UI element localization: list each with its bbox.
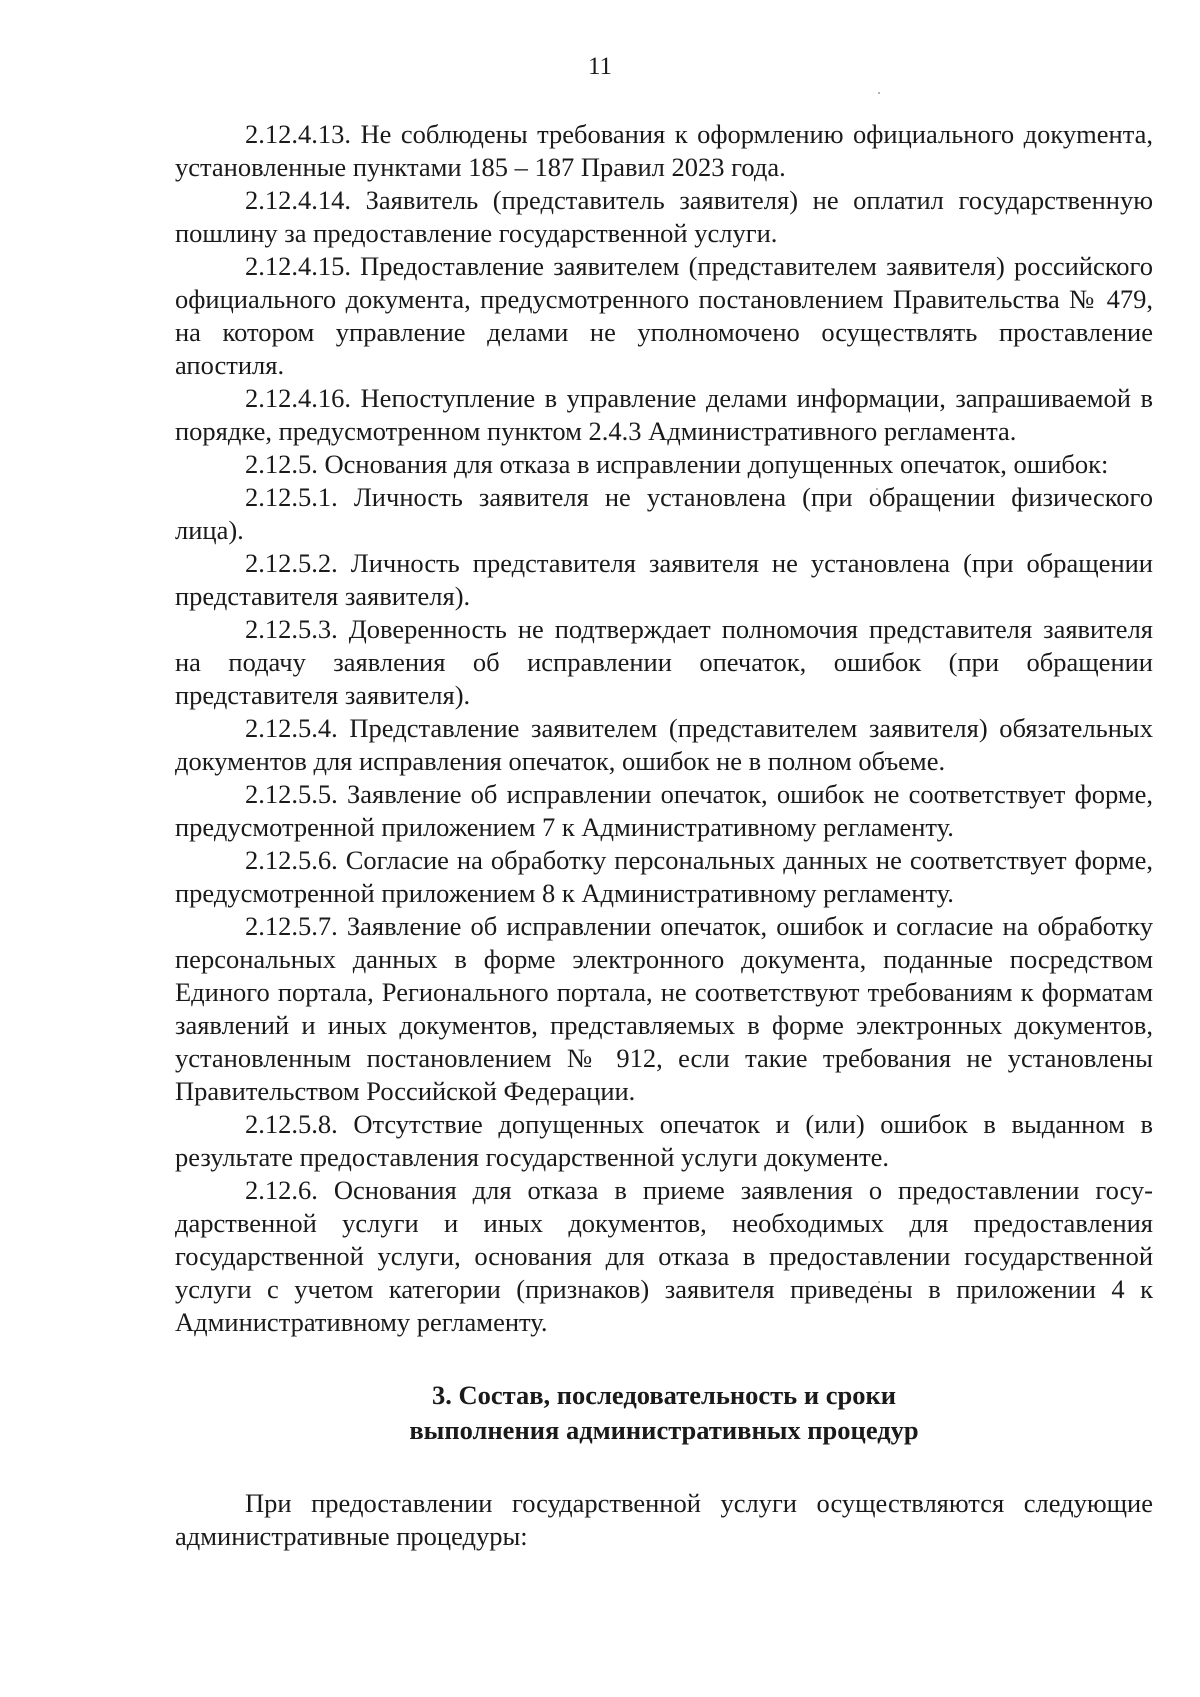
- paragraph-2-12-4-13: 2.12.4.13. Не соблюдены требования к оформлению официального докуmента, установленные пунктами 185 – 187 Правил 2023 года.: [175, 119, 1153, 182]
- section-heading-line-1: 3. Состав, последовательность и сроки: [431, 1380, 896, 1410]
- section-heading-line-2: выполнения административных процедур: [409, 1415, 919, 1445]
- document-body: [175, 118, 1153, 1553]
- paragraph-2-12-5-1: 2.12.5.1. Личность заявителя не установлена (при обращении физического лица).: [175, 482, 1153, 545]
- section-heading: [175, 1378, 1153, 1448]
- page-number: 11: [587, 53, 613, 80]
- paragraph-2-12-5-4: 2.12.5.4. Представление заявителем (представителем заявителя) обязательных документов для исправления опечаток, ошибок не в полном объеме.: [175, 713, 1153, 776]
- paragraph-2-12-4-14: 2.12.4.14. Заявитель (представитель заявителя) не оплатил государственную пошлину за предоставление государственной услуги.: [175, 185, 1153, 248]
- paragraph-2-12-5-2: 2.12.5.2. Личность представителя заявителя не установлена (при обращении представителя заявителя).: [175, 548, 1153, 611]
- paragraph-2-12-5-6: 2.12.5.6. Согласие на обработку персональных данных не соответствует форме, предусмотренной приложением 8 к Административному регламенту.: [175, 845, 1153, 908]
- paragraph-2-12-5-7: 2.12.5.7. Заявление об исправлении опечаток, ошибок и согласие на обработку персональных данных в форме электронного документа, поданные посредством Единого портала, Регионального портала, не соответствуют требованиям к форматам заявлений и иных документов, представляемых в форме электронных документов, установленным постановлением № 912, если такие требования не установлены Правительством Российской Федерации.: [175, 911, 1153, 1106]
- paragraph-2-12-5-3: 2.12.5.3. Доверенность не подтверждает полномочия представителя заявителя на подачу заявления об исправлении опечаток, ошибок (при обращении представителя заявителя).: [175, 614, 1153, 710]
- paragraph-2-12-5: 2.12.5. Основания для отказа в исправлении допущенных опечаток, ошибок:: [245, 449, 1109, 479]
- paragraph-2-12-6: 2.12.6. Основания для отказа в приеме заявления о предоставлении государственной услуги и иных документов, необходимых для предоставления государственной услуги, основания для отказа в предоставлении государственной услуги с учетом категории (признаков) заявителя приведены в приложении 4 к Административному регламенту.: [175, 1175, 1153, 1337]
- paragraph-2-12-4-16: 2.12.4.16. Непоступление в управление делами информации, запрашиваемой в порядке, предусмотренном пунктом 2.4.3 Административного регламента.: [175, 383, 1153, 446]
- paragraph-2-12-4-15: 2.12.4.15. Предоставление заявителем (представителем заявителя) российского официального документа, предусмотренного постановлением Правительства № 479, на котором управление делами не уполномочено осуществлять проставление апостиля.: [175, 251, 1153, 380]
- intro-paragraph: При предоставлении государственной услуги осуществляются следующие административные процедуры:: [175, 1488, 1153, 1551]
- paragraph-2-12-5-5: 2.12.5.5. Заявление об исправлении опечаток, ошибок не соответствует форме, предусмотренной приложением 7 к Административному регламенту.: [175, 779, 1153, 842]
- paragraph-2-12-5-8: 2.12.5.8. Отсутствие допущенных опечаток и (или) ошибок в выданном в результате предоставления государственной услуги документе.: [175, 1109, 1153, 1172]
- scan-speck: [878, 92, 880, 94]
